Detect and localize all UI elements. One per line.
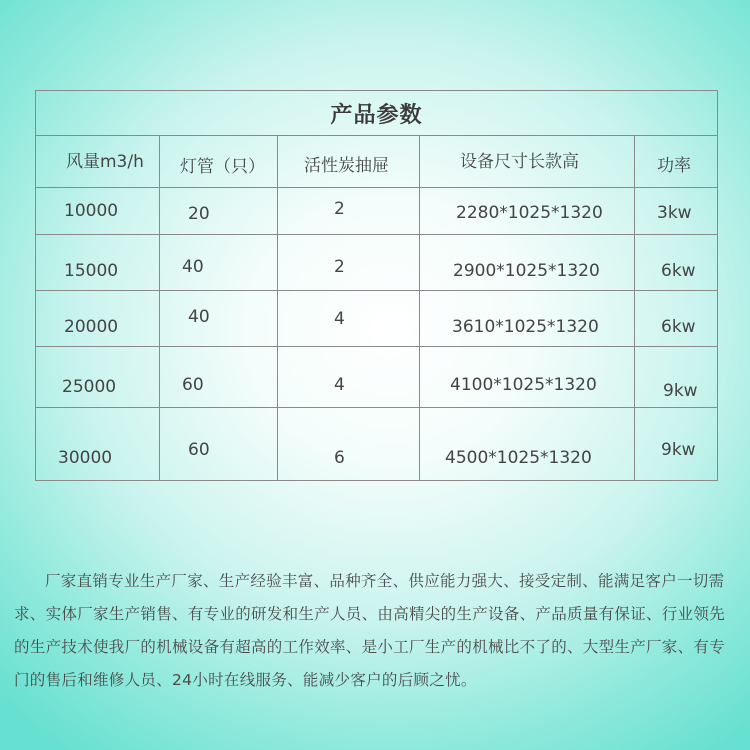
cell-power: 6kw (635, 291, 718, 347)
cell-dimensions: 4500*1025*1320 (420, 408, 635, 481)
cell-lamps: 40 (160, 291, 278, 347)
cell-power: 6kw (635, 235, 718, 291)
cell-carbon-drawer: 6 (278, 408, 420, 481)
cell-power: 9kw (635, 347, 718, 408)
cell-lamps: 60 (160, 408, 278, 481)
table-row (36, 291, 718, 347)
header-dimensions: 设备尺寸长款高 (420, 136, 635, 188)
cell-airflow: 25000 (36, 347, 160, 408)
cell-airflow: 10000 (36, 188, 160, 235)
product-description: 厂家直销专业生产厂家、生产经验丰富、品种齐全、供应能力强大、接受定制、能满足客户一切需求、实体厂家生产销售、有专业的研发和生产人员、由高精尖的生产设备、产品质量有保证、行业领先的生产技术使我厂的机械设备有超高的工作效率、是小工厂生产的机械比不了的、大型生产厂家、有专门的售后和维修人员、24小时在线服务、能减少客户的后顾之忧。 (14, 572, 726, 689)
cell-power: 3kw (635, 188, 718, 235)
cell-dimensions: 2900*1025*1320 (420, 235, 635, 291)
cell-airflow: 30000 (36, 408, 160, 481)
table-row (36, 188, 718, 235)
cell-dimensions: 2280*1025*1320 (420, 188, 635, 235)
header-carbon-drawer: 活性炭抽屉 (278, 136, 420, 188)
product-params-table (35, 90, 718, 481)
header-lamps: 灯管（只） (160, 136, 278, 188)
table-row (36, 347, 718, 408)
cell-lamps: 60 (160, 347, 278, 408)
cell-airflow: 15000 (36, 235, 160, 291)
table-title: 产品参数 (36, 91, 718, 136)
table-header-row (36, 136, 718, 188)
cell-carbon-drawer: 4 (278, 291, 420, 347)
cell-lamps: 40 (160, 235, 278, 291)
cell-carbon-drawer: 2 (278, 188, 420, 235)
cell-lamps: 20 (160, 188, 278, 235)
cell-dimensions: 3610*1025*1320 (420, 291, 635, 347)
cell-airflow: 20000 (36, 291, 160, 347)
cell-carbon-drawer: 2 (278, 235, 420, 291)
table-row (36, 235, 718, 291)
header-airflow: 风量m3/h (36, 136, 160, 188)
header-power: 功率 (635, 136, 718, 188)
cell-carbon-drawer: 4 (278, 347, 420, 408)
table-row (36, 408, 718, 481)
cell-power: 9kw (635, 408, 718, 481)
cell-dimensions: 4100*1025*1320 (420, 347, 635, 408)
